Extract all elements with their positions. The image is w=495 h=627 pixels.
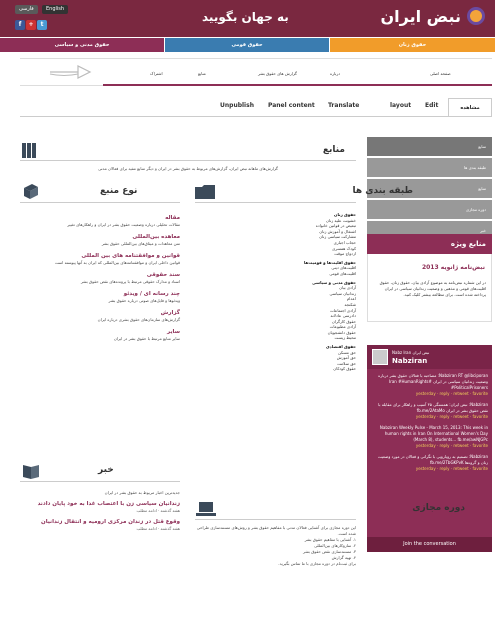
sources-title: منابع (322, 145, 345, 155)
tweet-list (371, 373, 488, 477)
list-item[interactable]: حقوق اقلیت‌ها و قومیت‌ها (303, 259, 356, 265)
list-item[interactable]: آزادی بیان (339, 285, 356, 291)
list-item[interactable]: دادرسی عادلانه (330, 313, 356, 319)
twitter-name[interactable]: Nabz Iran نبض ایران (392, 350, 430, 355)
logo-icon[interactable] (467, 7, 485, 25)
source-type-desc: متن معاهدات و میثاق‌های بین‌المللی حقوق بشر (101, 241, 180, 246)
source-type-link[interactable]: قوانین و موافقتنامه های بین المللی (81, 253, 180, 259)
course-title: دوره مجازی (412, 503, 465, 513)
news-meta: هفته گذشته · ادامه مطلب (136, 526, 180, 531)
list-item[interactable]: حقوق کارگران (331, 318, 356, 324)
list-item[interactable]: زندانیان سیاسی (329, 290, 356, 296)
source-type-link[interactable]: مقاله (165, 215, 180, 221)
tweet[interactable]: Nabziran: نبض ایران: همسنگی ۳۵ آسیب و راهکار برای مقابله با نقض حقوق بشر در ایران fb.me/2AtaMo yesterday · reply · retweet · favorite (378, 402, 488, 419)
nav-subscribe[interactable]: اشتراک (150, 71, 163, 76)
nav-about[interactable]: درباره (330, 71, 341, 76)
twitter-handle[interactable]: Nabziran (392, 357, 428, 365)
nav-sources[interactable]: منابع (198, 71, 206, 76)
taxonomy-header (195, 183, 356, 203)
category-ethnic-rights[interactable]: حقوق قومی (165, 38, 329, 52)
source-types-list (20, 209, 180, 342)
tab-translate[interactable]: Translate (328, 102, 360, 109)
sources-description: گزارش‌های ماهانه نبض ایران، گزارش‌های مربوط به حقوق بشر در ایران و دیگر منابع مفید برای فعالان مدنی (98, 166, 278, 171)
books-icon (21, 142, 39, 159)
list-item: ۲. سازوکارهای بین‌المللی (314, 543, 356, 548)
special-sources-text: در این شماره نبض‌نامه به موضوع آزادی بیان، حقوق زنان، حقوق اقلیت‌های قومی و مذهبی و وضعیت زندانیان سیاسی در ایران پرداخته شده است. برای مطالعه بیشتر کلیک کنید. (379, 280, 486, 297)
list-item[interactable]: حقوق مدنی و سیاسی (312, 279, 356, 285)
taxonomy-title: طبقه بندی ها (352, 186, 413, 196)
list-item[interactable]: حجاب اجباری (333, 239, 356, 245)
list-item[interactable]: آزادی اجتماعات (329, 307, 356, 313)
google-plus-icon[interactable]: + (26, 20, 36, 30)
news-meta: هفته گذشته · ادامه مطلب (136, 508, 180, 513)
list-item[interactable]: اقلیت‌های قومی (329, 270, 356, 276)
join-conversation-link[interactable]: Join the conversation (367, 537, 492, 552)
news-list (20, 490, 180, 532)
list-item[interactable]: تبعیض در قوانین خانواده (315, 223, 356, 229)
source-type-link[interactable]: سند حقوقی (146, 272, 180, 278)
source-type-desc: گزارش‌های سازمان‌های حقوق بشری درباره ایران (97, 317, 180, 322)
source-type-desc: ویدئوها و فایل‌های صوتی درباره حقوق بشر (108, 298, 180, 303)
list-item[interactable]: حقوق دانشجویان (327, 329, 356, 335)
source-type-desc: سایر منابع مرتبط با حقوق بشر در ایران (113, 336, 180, 341)
list-item[interactable]: شکنجه (344, 301, 356, 307)
nav-reports[interactable]: گزارش های حقوق بشر (258, 71, 297, 76)
avatar[interactable] (372, 349, 388, 365)
list-item[interactable]: حقوق زنان (334, 212, 356, 217)
tab-edit[interactable]: Edit (425, 102, 439, 109)
source-type-link[interactable]: معاهده بین‌المللی (132, 234, 180, 240)
tweet[interactable]: Nabziran: تصمیم به رویارویی با نگرانی و فعالان در مورد وضعیت زنان و گروه‌ها fb.me/2TbGKPvK yesterday · reply · retweet · favorite (377, 454, 488, 471)
source-type-link[interactable]: چند رسانه ای / ویدئو (123, 291, 180, 297)
folder-icon (194, 183, 216, 200)
tweet[interactable]: Nabziran RT @libciporan: مصاحبه با فعالان حقوق بشر درباره وضعیت زندانیان سیاسی در ایران #Iran #HumanRights #PoliticalPrisoners yesterday · reply · retweet · favorite (378, 373, 488, 396)
list-item[interactable]: حق مسکن (337, 349, 356, 355)
list-item[interactable]: کودک همسری (332, 245, 356, 251)
tab-panel-content[interactable]: Panel content (268, 102, 315, 109)
special-sources-subtitle[interactable]: نبض‌نامه ژانویه 2013 (421, 264, 485, 271)
news-headline[interactable]: وقوع قتل در زندان مرکزی ارومیه و انتقال زندانیان (41, 519, 180, 525)
tab-unpublish[interactable]: Unpublish (220, 102, 254, 109)
sidebar-item-sources[interactable]: منابع (367, 137, 492, 156)
list-item[interactable]: مشارکت سیاسی زنان (319, 234, 356, 240)
news-title: خبر (98, 465, 114, 475)
list-item[interactable]: حق سلامت (337, 360, 356, 366)
book-icon (22, 183, 40, 200)
tab-view[interactable]: مشاهده (448, 98, 492, 116)
lang-farsi-link[interactable]: فارسی (15, 5, 38, 14)
source-type-desc: مقالات تحلیلی درباره وضعیت حقوق بشر در ایران و راهکارهای تغییر (67, 222, 180, 227)
admin-tabs (20, 97, 492, 117)
facebook-icon[interactable]: f (15, 20, 25, 30)
taxonomy-list (195, 209, 356, 372)
arrow-icon (48, 63, 92, 81)
list-item[interactable]: ازدواج موقت (334, 251, 356, 257)
sidebar-item-sources-2[interactable]: منابع (367, 179, 492, 198)
nav-underline (103, 84, 492, 86)
sidebar-item-course[interactable]: دوره مجازی (367, 200, 492, 219)
course-text (195, 525, 356, 567)
special-sources-title: منابع ویژه (367, 234, 492, 254)
list-item[interactable]: حقوق اقتصادی (325, 344, 356, 350)
news-headline[interactable]: زندانیان سیاسی زن با اعتصاب غذا به خود پایان دادند (37, 501, 180, 507)
nav-home[interactable]: صفحه اصلی (430, 71, 451, 76)
source-type-link[interactable]: گزارش (160, 310, 180, 316)
sidebar-item-news[interactable]: خبر (367, 221, 492, 240)
source-type-desc: قوانین داخلی ایران و موافقتنامه‌های بین‌المللی که ایران به آنها پیوسته است (54, 260, 180, 265)
site-title[interactable]: نبض ایران (380, 7, 461, 26)
course-intro: این دوره مجازی برای آشنایی فعالان مدنی با مفاهیم حقوق بشر و روش‌های مستندسازی طراحی شده است. (196, 525, 356, 536)
course-header (195, 500, 356, 520)
sources-header (20, 141, 356, 161)
list-item[interactable]: محیط زیست (334, 335, 356, 341)
list-item[interactable]: حقوق کودکان (333, 366, 356, 372)
list-item[interactable]: اعدام (346, 296, 356, 302)
category-civil-political[interactable]: حقوق مدنی و سیاسی (0, 38, 164, 52)
list-item[interactable]: حق آموزش (336, 355, 356, 361)
source-type-desc: اسناد و مدارک حقوقی مرتبط با پرونده‌های نقض حقوق بشر (80, 279, 180, 284)
list-item[interactable]: اقلیت‌های دینی (331, 265, 356, 271)
news-intro: جدیدترین اخبار مربوط به حقوق بشر در ایران (104, 490, 180, 495)
lang-english-link[interactable]: English (42, 5, 68, 14)
sidebar-item-taxonomy[interactable]: طبقه بندی ها (367, 158, 492, 177)
twitter-icon[interactable]: t (37, 20, 47, 30)
list-item[interactable]: خشونت علیه زنان (326, 217, 356, 223)
open-book-icon (22, 462, 40, 480)
category-womens-rights[interactable]: حقوق زنان (330, 38, 495, 52)
laptop-icon (195, 500, 217, 517)
source-types-title: نوع منبع (100, 186, 138, 196)
tab-layout[interactable]: layout (390, 102, 412, 109)
course-outro: برای ثبت‌نام در دوره مجازی با ما تماس بگیرید. (278, 561, 356, 566)
source-type-link[interactable]: سایر (167, 329, 180, 335)
tweet[interactable]: Nabziran Weekly Pulse - March 15, 2013: This week in human rights in Iran On International Women's Day (March 8), students... fb.me/awNJGPc yesterday · reply · retweet · favorite (379, 425, 488, 448)
list-item[interactable]: آزادی مطبوعات (329, 324, 356, 330)
list-item: ۳. مستندسازی نقض حقوق بشر (303, 549, 356, 554)
list-item: ۴. تهیه گزارش (331, 555, 356, 560)
list-item: ۱. آشنایی با مفاهیم حقوق بشر (304, 537, 356, 542)
slogan: به جهان بگویید (202, 10, 289, 24)
list-item[interactable]: اشتغال و آموزش زنان (319, 228, 356, 234)
